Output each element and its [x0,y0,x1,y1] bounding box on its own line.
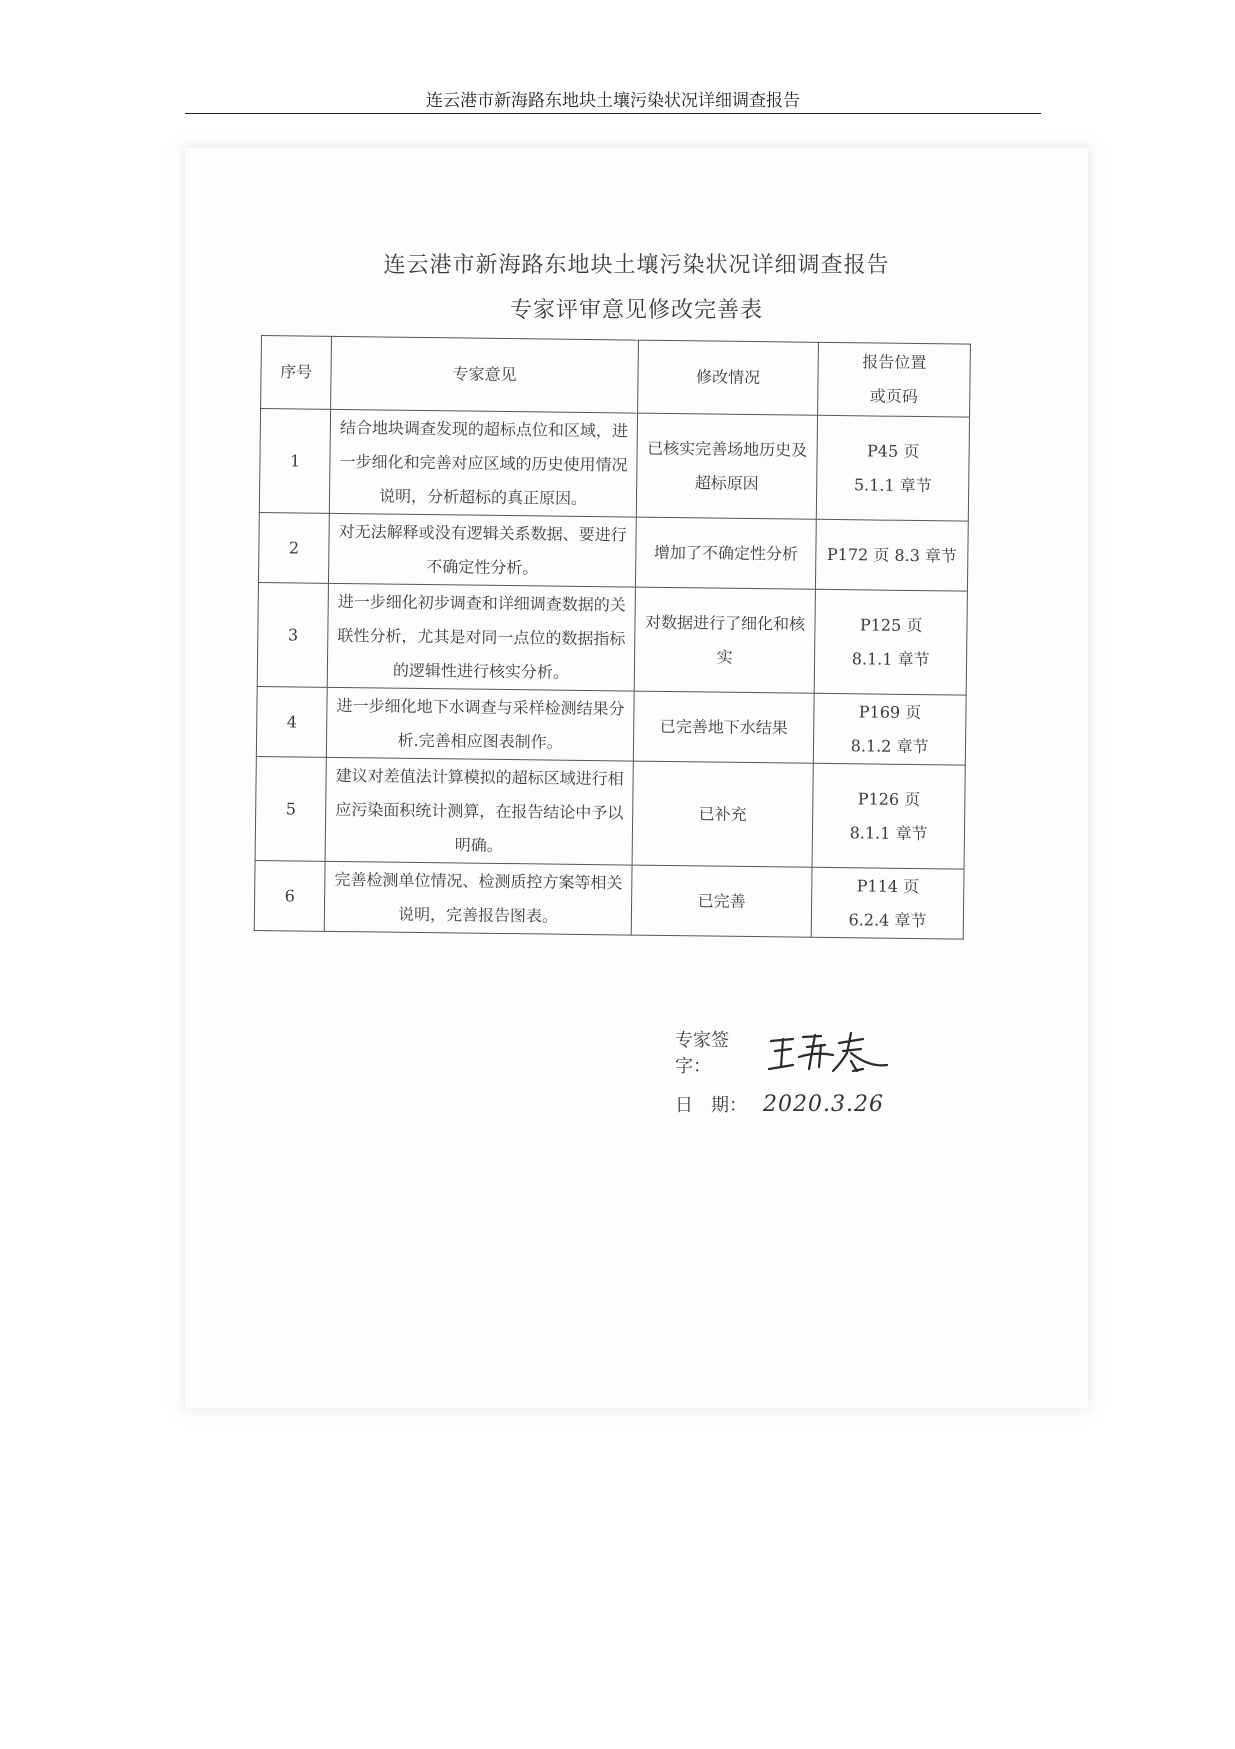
scan-title: 连云港市新海路东地块土壤污染状况详细调查报告 [383,253,890,278]
date-label: 日 期： [675,1095,747,1116]
header-location-line1: 报告位置 [862,352,927,373]
table-row [258,512,968,591]
header-location [818,342,971,417]
row-location-line2: 6.2.4 章节 [848,909,927,930]
row-opinion: 对无法解释或没有逻辑关系数据、要进行不确定性分析。 [329,513,636,587]
row-modification: 已完善地下水结果 [633,691,814,763]
review-table [254,335,971,940]
date-row [675,1078,893,1130]
row-opinion: 完善检测单位情况、检测质控方案等相关说明，完善报告图表。 [325,861,632,935]
row-location-line1: P114 页 [856,875,920,896]
row-location [814,589,967,695]
scanned-page [185,148,1088,1408]
date-value: 2020.3.26 [763,1091,884,1117]
scan-subtitle: 专家评审意见修改完善表 [509,298,763,323]
row-location [811,867,964,939]
row-location-line1: P172 页 8.3 章节 [826,544,958,566]
table-row [259,409,969,522]
header-rule [185,113,1041,114]
row-location [816,415,969,521]
header-seq: 序号 [261,336,332,410]
row-seq: 3 [257,582,329,687]
row-location-line2: 8.1.2 章节 [850,735,929,756]
header-modification: 修改情况 [637,340,818,415]
row-opinion: 结合地块调查发现的超标点位和区域，进一步细化和完善对应区域的历史使用情况说明，分析超标的真正原因。 [330,409,638,517]
row-seq: 5 [255,756,327,861]
table-row [255,756,965,869]
table-row [254,860,964,939]
row-modification: 对数据进行了细化和核实 [634,587,816,693]
table-row [257,582,967,695]
row-location-line2: 8.1.1 章节 [851,648,930,669]
row-location-line2: 8.1.1 章节 [849,822,928,843]
row-opinion: 进一步细化地下水调查与采样检测结果分析.完善相应图表制作。 [327,687,634,761]
table-row [256,686,966,765]
row-opinion: 进一步细化初步调查和详细调查数据的关联性分析，尤其是对同一点位的数据指标的逻辑性进行核实分析。 [327,583,635,691]
row-location [813,693,966,765]
row-location [812,763,965,869]
row-seq: 6 [254,860,325,931]
header-location-line2: 或页码 [869,386,919,407]
signature-row [675,1026,893,1078]
row-location-line1: P169 页 [858,701,922,722]
row-location [816,519,969,591]
row-location-line2: 5.1.1 章节 [853,474,932,495]
running-header: 连云港市新海路东地块土壤污染状况详细调查报告 [426,91,800,111]
signature-block [675,1026,893,1130]
row-modification: 已完善 [631,865,812,937]
row-seq: 2 [258,512,329,583]
row-seq: 4 [256,686,327,757]
row-modification: 已补充 [632,761,814,867]
header-opinion: 专家意见 [331,336,638,413]
row-modification: 增加了不确定性分析 [635,517,816,589]
signature-label: 专家签字： [675,1030,729,1077]
row-location-line1: P126 页 [857,788,921,809]
handwritten-signature [763,1027,893,1077]
row-opinion: 建议对差值法计算模拟的超标区域进行相应污染面积统计测算，在报告结论中予以明确。 [325,757,633,865]
row-modification: 已核实完善场地历史及超标原因 [636,413,818,519]
row-location-line1: P125 页 [859,614,923,635]
table-header-row [261,336,971,418]
row-location-line1: P45 页 [867,440,920,461]
row-seq: 1 [259,409,331,514]
